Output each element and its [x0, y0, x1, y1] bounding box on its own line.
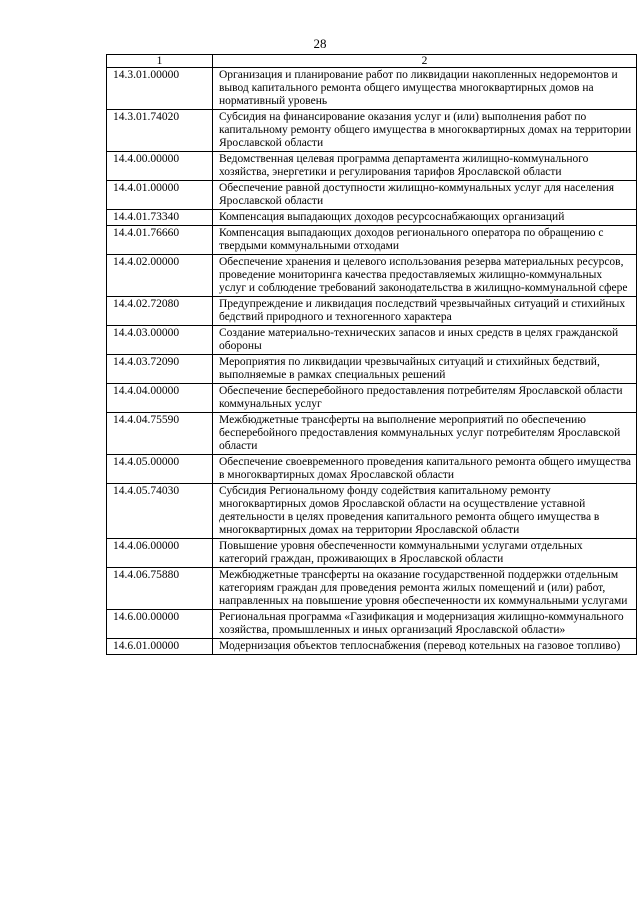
- column-header-2: 2: [213, 55, 637, 68]
- table-row: [107, 68, 637, 110]
- row-code: 14.3.01.00000: [107, 68, 213, 110]
- table-row: [107, 484, 637, 539]
- row-code: 14.4.01.00000: [107, 181, 213, 210]
- row-code: 14.4.01.76660: [107, 226, 213, 255]
- row-description: Обеспечение хранения и целевого использования резерва материальных ресурсов, проведение мониторинга качества предоставляемых жилищно-коммунальных услуг и соблюдение требований законодательства в жилищно-коммунальной сфере: [213, 255, 637, 297]
- row-description: Региональная программа «Газификация и модернизация жилищно-коммунального хозяйства, промышленных и иных организаций Ярославской области»: [213, 610, 637, 639]
- row-code: 14.4.00.00000: [107, 152, 213, 181]
- row-description: Модернизация объектов теплоснабжения (перевод котельных на газовое топливо): [213, 639, 637, 655]
- page-number: 28: [313, 36, 327, 51]
- row-code: 14.4.02.00000: [107, 255, 213, 297]
- row-description: Повышение уровня обеспеченности коммунальными услугами отдельных категорий граждан, проживающих в Ярославской области: [213, 539, 637, 568]
- table-row: [107, 539, 637, 568]
- row-description: Ведомственная целевая программа департамента жилищно-коммунального хозяйства, энергетики и регулирования тарифов Ярославской области: [213, 152, 637, 181]
- row-code: 14.4.04.00000: [107, 384, 213, 413]
- row-code: 14.4.06.75880: [107, 568, 213, 610]
- row-code: 14.4.04.75590: [107, 413, 213, 455]
- row-code: 14.6.00.00000: [107, 610, 213, 639]
- row-description: Субсидия на финансирование оказания услуг и (или) выполнения работ по капитальному ремонту общего имущества в многоквартирных домах на территории Ярославской области: [213, 110, 637, 152]
- table-row: [107, 413, 637, 455]
- table-row: [107, 110, 637, 152]
- column-header-1: 1: [107, 55, 213, 68]
- row-code: 14.4.02.72080: [107, 297, 213, 326]
- table-row: [107, 181, 637, 210]
- row-description: Организация и планирование работ по ликвидации накопленных недоремонтов и вывод капитального ремонта общего имущества многоквартирных домов на нормативный уровень: [213, 68, 637, 110]
- row-code: 14.4.01.73340: [107, 210, 213, 226]
- row-code: 14.4.05.74030: [107, 484, 213, 539]
- table-row: [107, 226, 637, 255]
- row-description: Субсидия Региональному фонду содействия капитальному ремонту многоквартирных домов Ярославской области на осуществление уставной деятельности в целях проведения капитального ремонта общего имущества в многоквартирных домах на территории Ярославской области: [213, 484, 637, 539]
- row-code: 14.4.03.00000: [107, 326, 213, 355]
- row-description: Межбюджетные трансферты на выполнение мероприятий по обеспечению бесперебойного предоставления коммунальных услуг потребителям Ярославской области: [213, 413, 637, 455]
- budget-classification-table: [106, 54, 637, 655]
- row-code: 14.4.06.00000: [107, 539, 213, 568]
- row-description: Обеспечение равной доступности жилищно-коммунальных услуг для населения Ярославской области: [213, 181, 637, 210]
- row-code: 14.3.01.74020: [107, 110, 213, 152]
- table-row: [107, 297, 637, 326]
- row-description: Компенсация выпадающих доходов регионального оператора по обращению с твердыми коммунальными отходами: [213, 226, 637, 255]
- table-row: [107, 210, 637, 226]
- row-code: 14.6.01.00000: [107, 639, 213, 655]
- row-code: 14.4.05.00000: [107, 455, 213, 484]
- table-row: [107, 455, 637, 484]
- row-description: Предупреждение и ликвидация последствий чрезвычайных ситуаций и стихийных бедствий природного и техногенного характера: [213, 297, 637, 326]
- table-row: [107, 384, 637, 413]
- table-row: [107, 639, 637, 655]
- row-description: Обеспечение своевременного проведения капитального ремонта общего имущества в многоквартирных домах Ярославской области: [213, 455, 637, 484]
- table-header-row: [107, 55, 637, 68]
- row-description: Создание материально-технических запасов и иных средств в целях гражданской обороны: [213, 326, 637, 355]
- table-row: [107, 255, 637, 297]
- row-description: Обеспечение бесперебойного предоставления потребителям Ярославской области коммунальных услуг: [213, 384, 637, 413]
- table-row: [107, 152, 637, 181]
- row-code: 14.4.03.72090: [107, 355, 213, 384]
- row-description: Компенсация выпадающих доходов ресурсоснабжающих организаций: [213, 210, 637, 226]
- table-row: [107, 326, 637, 355]
- row-description: Мероприятия по ликвидации чрезвычайных ситуаций и стихийных бедствий, выполняемые в рамках специальных решений: [213, 355, 637, 384]
- table-row: [107, 355, 637, 384]
- table-row: [107, 568, 637, 610]
- row-description: Межбюджетные трансферты на оказание государственной поддержки отдельным категориям граждан для проведения ремонта жилых помещений и (или) работ, направленных на повышение уровня обеспеченности их коммунальными услугами: [213, 568, 637, 610]
- table-row: [107, 610, 637, 639]
